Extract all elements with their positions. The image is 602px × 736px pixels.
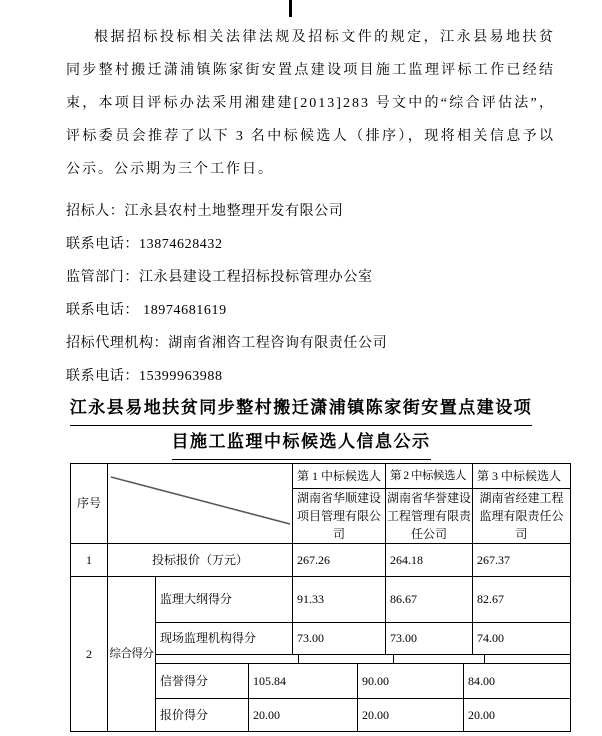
row-bid-value-1-cell: 267.26 (292, 543, 386, 577)
diagonal-cell (107, 463, 293, 544)
subrow-site-value-1-cell: 73.00 (292, 622, 386, 655)
row-bid-value-3-cell: 267.37 (472, 543, 571, 577)
subrow-reputation-label-cell: 信誉得分 (155, 663, 249, 699)
company-2-cell: 湖南省华誉建设工程管理有限责任公司 (385, 488, 473, 544)
result-table (70, 463, 571, 732)
candidate-2-header-cell: 第 2 中标候选人 (385, 463, 473, 489)
announcement-paragraph: 根据招标投标相关法律法规及招标文件的规定，江永县易地扶贫同步整村搬迁潇浦镇陈家街安置点建设项目施工监理评标工作已经结束，本项目评标办法采用湘建建[2013]283 号文中的“综合评估法”，评标委员会推荐了以下 3 名中标候选人（排序），现将相关信息予以公示。公示期为三个工作日。 (66, 30, 555, 177)
row-composite-no-cell: 2 (70, 576, 108, 732)
company-1-cell: 湖南省华顺建设项目管理有限公司 (292, 488, 386, 544)
diagonal-line (108, 464, 292, 543)
candidate-3-header-cell: 第 3 中标候选人 (472, 463, 571, 489)
regulator-phone-line: 联系电话： 18974681619 (66, 303, 227, 318)
agency-line: 招标代理机构：湖南省湘咨工程咨询有限责任公司 (66, 336, 388, 351)
subrow-reputation-value-3-cell: 84.00 (463, 663, 571, 699)
corner-header-cell: 序号 (70, 463, 108, 544)
regulator-line: 监管部门：江永县建设工程招标投标管理办公室 (66, 270, 373, 285)
subrow-price-label-cell: 报价得分 (155, 698, 249, 732)
row-bid-no-cell: 1 (70, 543, 108, 577)
subrow-reputation-value-1-cell: 105.84 (248, 663, 358, 699)
subrow-outline-value-2-cell: 86.67 (385, 576, 473, 623)
subrow-outline-value-1-cell: 91.33 (292, 576, 386, 623)
contact-info-block (66, 195, 555, 393)
subrow-price-value-2-cell: 20.00 (357, 698, 464, 732)
agency-phone-line: 联系电话：15399963988 (66, 369, 223, 384)
subrow-price-value-3-cell: 20.00 (463, 698, 571, 732)
row-bid-value-2-cell: 264.18 (385, 543, 473, 577)
row-composite-label-cell: 综合得分 (107, 576, 156, 732)
candidate-1-header-cell: 第 1 中标候选人 (292, 463, 386, 489)
subrow-price-value-1-cell: 20.00 (248, 698, 358, 732)
company-3-cell: 湖南省经建工程监理有限责任公司 (472, 488, 571, 544)
text-cursor-bar (289, 0, 292, 17)
subrow-site-value-3-cell: 74.00 (472, 622, 571, 655)
page-title (40, 392, 562, 460)
row-bid-label-cell: 投标报价（万元） (107, 543, 293, 577)
tenderer-line: 招标人：江永县农村土地整理开发有限公司 (66, 204, 344, 219)
page-title-line2: 目施工监理中标候选人信息公示 (172, 426, 431, 460)
subrow-reputation-value-2-cell: 90.00 (357, 663, 464, 699)
tenderer-phone-line: 联系电话：13874628432 (66, 237, 223, 252)
subrow-site-value-2-cell: 73.00 (385, 622, 473, 655)
page-title-line1: 江永县易地扶贫同步整村搬迁潇浦镇陈家街安置点建设项 (70, 392, 533, 426)
subrow-outline-value-3-cell: 82.67 (472, 576, 571, 623)
subrow-site-label-cell: 现场监理机构得分 (155, 622, 293, 655)
subrow-outline-label-cell: 监理大纲得分 (155, 576, 293, 623)
